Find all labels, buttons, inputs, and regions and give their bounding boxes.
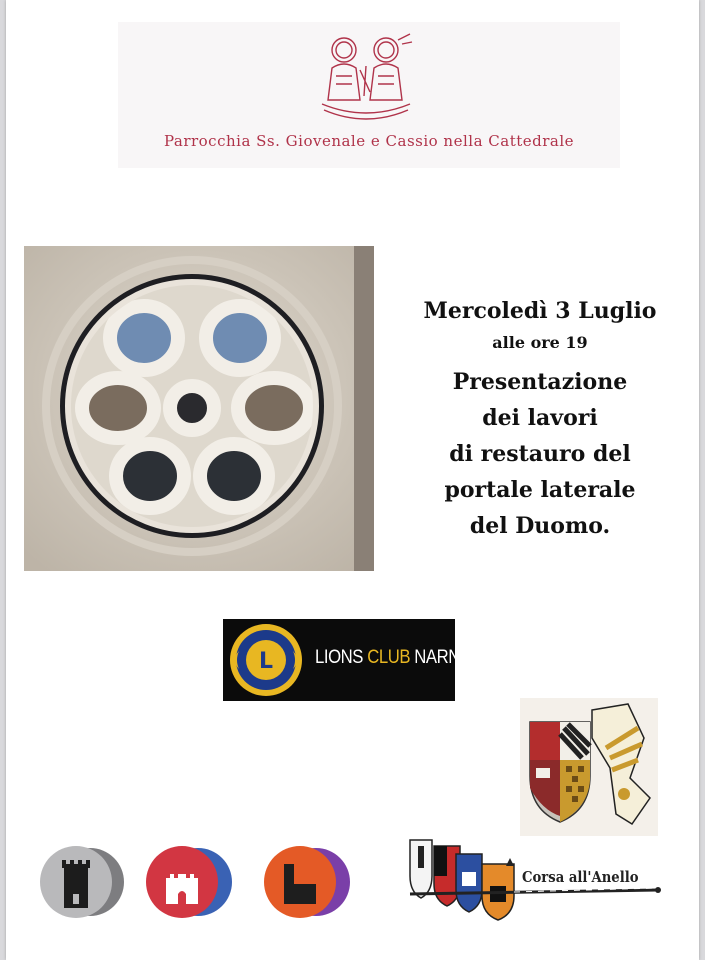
- parish-crest-icon: [314, 30, 418, 126]
- lions-club-logo: [223, 619, 465, 701]
- factory-logo-icon: [260, 842, 352, 922]
- lions-name-part: LIONS: [315, 647, 368, 668]
- heraldic-shield-icon: [520, 698, 658, 836]
- lions-emblem-letter: L: [258, 649, 274, 674]
- event-description-line: di restauro del: [449, 441, 631, 467]
- event-date: Mercoledì 3 Luglio: [423, 298, 657, 324]
- heraldic-emblem: [520, 698, 658, 836]
- lions-emblem-icon: [227, 621, 305, 699]
- corsa-all-anello-logo: [406, 836, 662, 926]
- parish-header: [118, 22, 620, 168]
- corsa-label: Corsa all'Anello: [522, 868, 639, 886]
- event-description-line: portale laterale: [444, 477, 636, 503]
- rose-window-photo: [24, 246, 374, 571]
- parish-name: Parrocchia Ss. Giovenale e Cassio nella Cattedrale: [163, 132, 575, 150]
- event-time: alle ore 19: [492, 333, 588, 352]
- event-description-line: Presentazione: [452, 369, 628, 395]
- lions-club-name: [315, 647, 464, 669]
- flyer-page: [6, 0, 699, 960]
- event-announcement: [378, 296, 702, 544]
- event-description-line: dei lavori: [482, 405, 598, 431]
- lions-name-part: NARNI: [410, 647, 465, 668]
- tower-logo-icon: [36, 842, 128, 922]
- castle-logo-icon: [142, 842, 234, 922]
- lions-name-accent: CLUB: [367, 647, 411, 668]
- event-description-line: del Duomo.: [469, 513, 611, 539]
